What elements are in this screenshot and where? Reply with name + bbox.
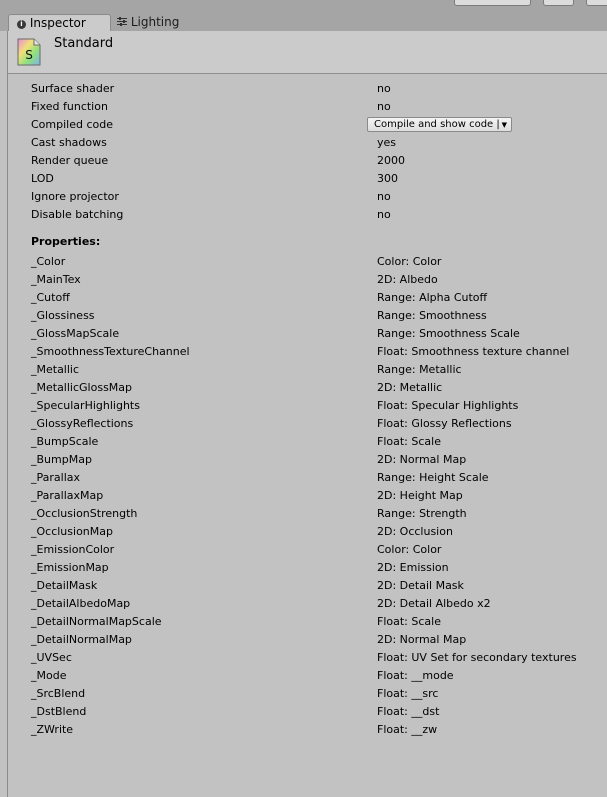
info-icon: i [17, 20, 26, 29]
info-value-fixed-function: no [377, 100, 391, 113]
property-name: _EmissionMap [31, 561, 109, 574]
info-label-lod: LOD [31, 172, 54, 185]
shader-header [8, 31, 607, 74]
property-type: Color: Color [377, 543, 442, 556]
info-value-ignore-projector: no [377, 190, 391, 203]
info-value-surface-shader: no [377, 82, 391, 95]
property-type: Range: Alpha Cutoff [377, 291, 488, 304]
property-name: _BumpMap [31, 453, 92, 466]
property-type: 2D: Metallic [377, 381, 443, 394]
property-name: _MainTex [31, 273, 81, 286]
property-type: 2D: Emission [377, 561, 449, 574]
info-label-surface-shader: Surface shader [31, 82, 115, 95]
property-name: _EmissionColor [31, 543, 115, 556]
property-type: Range: Strength [377, 507, 467, 520]
property-name: _Glossiness [31, 309, 95, 322]
tab-lighting[interactable] [114, 14, 204, 31]
property-name: _ParallaxMap [31, 489, 104, 502]
property-name: _SpecularHighlights [31, 399, 140, 412]
property-type: Range: Smoothness [377, 309, 487, 322]
property-name: _DetailNormalMap [31, 633, 132, 646]
property-type: Range: Height Scale [377, 471, 489, 484]
tab-inspector-label: Inspector [29, 16, 86, 30]
property-type: 2D: Detail Mask [377, 579, 464, 592]
properties-heading: Properties: [31, 235, 101, 248]
property-type: Float: Smoothness texture channel [377, 345, 570, 358]
info-value-disable-batching: no [377, 208, 391, 221]
property-name: _SrcBlend [31, 687, 86, 700]
property-name: _SmoothnessTextureChannel [31, 345, 190, 358]
property-name: _OcclusionStrength [31, 507, 138, 520]
property-name: _Cutoff [31, 291, 70, 304]
property-type: Float: __mode [377, 669, 454, 682]
property-name: _OcclusionMap [31, 525, 113, 538]
property-type: Color: Color [377, 255, 442, 268]
property-type: 2D: Detail Albedo x2 [377, 597, 491, 610]
property-type: 2D: Normal Map [377, 633, 467, 646]
property-type: 2D: Occlusion [377, 525, 453, 538]
property-type: 2D: Height Map [377, 489, 463, 502]
inspector-panel [7, 31, 607, 797]
property-name: _Mode [31, 669, 67, 682]
chevron-down-icon: ▼ [501, 121, 507, 129]
tab-lighting-label: Lighting [130, 15, 180, 29]
property-type: Float: Glossy Reflections [377, 417, 512, 430]
property-type: Float: Scale [377, 435, 441, 448]
property-name: _UVSec [31, 651, 72, 664]
property-type: Range: Metallic [377, 363, 462, 376]
property-type: Float: Specular Highlights [377, 399, 519, 412]
property-name: _DetailAlbedoMap [31, 597, 131, 610]
svg-text:S: S [25, 48, 33, 62]
compile-and-show-code-label: Compile and show code | [374, 119, 500, 130]
property-name: _Color [31, 255, 66, 268]
account-button[interactable] [586, 0, 607, 6]
property-name: _MetallicGlossMap [31, 381, 133, 394]
property-name: _DetailMask [31, 579, 98, 592]
property-name: _GlossMapScale [31, 327, 120, 340]
property-name: _Parallax [31, 471, 81, 484]
property-name: _ZWrite [31, 723, 74, 736]
property-type: Float: __src [377, 687, 439, 700]
property-name: _GlossyReflections [31, 417, 134, 430]
property-name: _DetailNormalMapScale [31, 615, 162, 628]
info-value-render-queue: 2000 [377, 154, 405, 167]
info-label-fixed-function: Fixed function [31, 100, 108, 113]
cloud-button[interactable] [543, 0, 574, 6]
info-label-compiled-code: Compiled code [31, 118, 113, 131]
info-label-disable-batching: Disable batching [31, 208, 124, 221]
compile-and-show-code-dropdown[interactable] [367, 117, 512, 132]
info-value-lod: 300 [377, 172, 398, 185]
property-name: _BumpScale [31, 435, 99, 448]
info-value-cast-shadows: yes [377, 136, 397, 149]
property-type: Float: Scale [377, 615, 441, 628]
property-type: 2D: Albedo [377, 273, 438, 286]
property-type: Float: __zw [377, 723, 438, 736]
tab-inspector[interactable] [8, 14, 111, 31]
info-label-cast-shadows: Cast shadows [31, 136, 107, 149]
info-label-ignore-projector: Ignore projector [31, 190, 119, 203]
lighting-icon [117, 17, 127, 26]
property-name: _DstBlend [31, 705, 87, 718]
property-type: Range: Smoothness Scale [377, 327, 520, 340]
info-label-render-queue: Render queue [31, 154, 109, 167]
property-type: Float: __dst [377, 705, 440, 718]
property-name: _Metallic [31, 363, 80, 376]
property-type: 2D: Normal Map [377, 453, 467, 466]
collab-button[interactable] [454, 0, 531, 6]
shader-file-icon [17, 38, 41, 66]
property-type: Float: UV Set for secondary textures [377, 651, 577, 664]
shader-name: Standard [54, 36, 114, 51]
